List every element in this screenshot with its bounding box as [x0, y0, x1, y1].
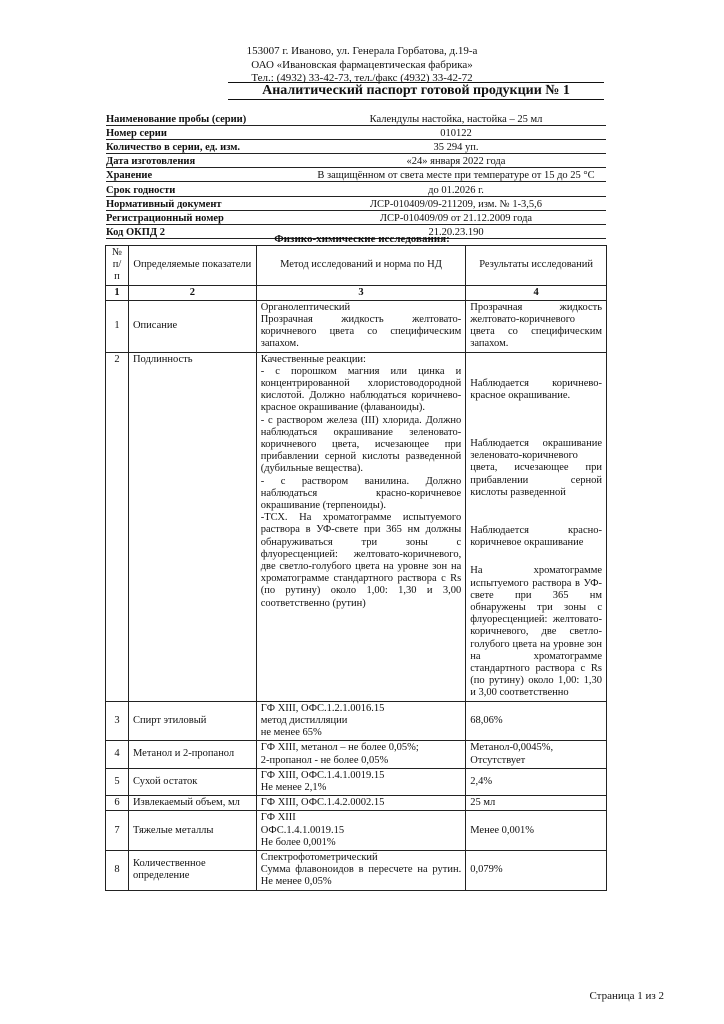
meta-key: Наименование пробы (серии)	[106, 114, 247, 126]
row-method: Спектрофотометрический Сумма флавоноидов в пересчете на рутин. Не менее 0,05%	[256, 850, 466, 890]
row-result: 0,079%	[466, 850, 607, 890]
row-result	[466, 352, 607, 701]
table-header-row	[106, 246, 607, 286]
meta-value: «24» января 2022 года	[406, 156, 506, 168]
meta-key: Нормативный документ	[106, 198, 222, 210]
row-parameter: Описание	[128, 300, 256, 352]
row-parameter: Количественное определение	[128, 850, 256, 890]
company-address: 153007 г. Иваново, ул. Генерала Горбатова, д.19-а	[246, 45, 478, 57]
row-parameter: Извлекаемый объем, мл	[128, 796, 256, 811]
analysis-table	[105, 245, 607, 891]
meta-key: Срок годности	[106, 184, 176, 196]
row-method: Органолептический Прозрачная жидкость желтовато-коричневого цвета со специфическим запахом.	[256, 300, 466, 352]
meta-row	[106, 112, 606, 126]
table-row	[106, 300, 607, 352]
row-number: 2	[106, 352, 129, 701]
meta-row	[106, 126, 606, 140]
meta-row	[106, 168, 606, 182]
header-method: Метод исследований и норма по НД	[256, 246, 466, 286]
row-method: Качественные реакции: - с порошком магния или цинка и концентрированной хлористоводородной кислотой. Должно наблюдаться коричнево-красное окрашивание (флаваноиды). - с раствором железа (III) хлорида. Должно наблюдаться окрашивание зеленовато-коричневого цвета, исчезающее при прибавлении серной кислоты разведенной (дубильные вещества). - с раствором ванилина. Должно наблюдаться красно-коричневое окрашивание (терпеноиды). -ТСХ. На хроматограмме испытуемого раствора в УФ-свете при 365 нм должны обнаруживаться три зоны с флуоресценцией: желтовато-коричневого, две светло-голубого цвета на уровне зон на хроматограмме стандартного раствора с Rs (по рутину) около 1,00: 1,30 и 3,00 соответственно (рутин)	[256, 352, 466, 701]
col-number: 3	[256, 285, 466, 300]
meta-row	[106, 154, 606, 168]
row-number: 7	[106, 811, 129, 851]
meta-value: 21.20.23.190	[428, 226, 484, 238]
row-method: ГФ XIII, ОФС.1.4.1.0019.15 Не менее 2,1%	[256, 768, 466, 795]
table-row	[106, 811, 607, 851]
row-method: ГФ XIII, метанол – не более 0,05%; 2-пропанол - не более 0,05%	[256, 741, 466, 768]
row-method: ГФ XIII, ОФС.1.4.2.0002.15	[256, 796, 466, 811]
meta-value: Календулы настойка, настойка – 25 мл	[369, 114, 543, 126]
row-result: 25 мл	[466, 796, 607, 811]
meta-value: 35 294 уп.	[433, 142, 479, 154]
result-part: Наблюдается красно-коричневое окрашивание	[470, 525, 602, 549]
table-row	[106, 352, 607, 701]
row-method: ГФ XIII ОФС.1.4.1.0019.15 Не более 0,001%	[256, 811, 466, 851]
row-number: 5	[106, 768, 129, 795]
meta-key: Номер серии	[106, 128, 167, 140]
table-row	[106, 768, 607, 795]
row-number: 6	[106, 796, 129, 811]
table-row	[106, 701, 607, 741]
meta-row	[106, 140, 606, 154]
meta-row	[106, 197, 606, 211]
row-parameter: Сухой остаток	[128, 768, 256, 795]
row-result: Менее 0,001%	[466, 811, 607, 851]
row-parameter: Спирт этиловый	[128, 701, 256, 741]
meta-block	[106, 112, 606, 239]
row-method: ГФ XIII, ОФС.1.2.1.0016.15 метод дистилляции не менее 65%	[256, 701, 466, 741]
document-title: Аналитический паспорт готовой продукции № 1	[228, 82, 604, 100]
column-number-row	[106, 285, 607, 300]
meta-value: ЛСР-010409/09 от 21.12.2009 года	[379, 212, 533, 224]
header-result: Результаты исследований	[466, 246, 607, 286]
meta-key: Регистрационный номер	[106, 212, 224, 224]
page-number: Страница 1 из 2	[589, 990, 664, 1002]
row-parameter: Подлинность	[128, 352, 256, 701]
meta-key: Дата изготовления	[106, 156, 196, 168]
col-number: 1	[106, 285, 129, 300]
company-phone: Тел.: (4932) 33-42-73, тел./факс (4932) 33-42-72	[251, 72, 473, 84]
row-number: 8	[106, 850, 129, 890]
table-row	[106, 850, 607, 890]
col-number: 2	[128, 285, 256, 300]
row-number: 4	[106, 741, 129, 768]
meta-row	[106, 211, 606, 225]
meta-key: Код ОКПД 2	[106, 226, 166, 238]
meta-key: Количество в серии, ед. изм.	[106, 142, 241, 154]
row-result: Метанол-0,0045%, Отсутствует	[466, 741, 607, 768]
result-part: Наблюдается коричнево-красное окрашивание.	[470, 377, 602, 401]
row-number: 1	[106, 300, 129, 352]
meta-value: до 01.2026 г.	[428, 184, 484, 196]
meta-row	[106, 182, 606, 196]
row-number: 3	[106, 701, 129, 741]
result-part: На хроматограмме испытуемого раствора в УФ-свете при 365 нм обнаружены три зоны с флуоресценцией: желтовато-коричневого, две светло-голубого цвета на уровне зон на хроматограмме стандартного раствора с Rs (по рутину) около 1,00: 1,30 и 3,00 соответственно	[470, 565, 602, 699]
row-parameter: Тяжелые металлы	[128, 811, 256, 851]
meta-value: 010122	[440, 128, 472, 140]
row-parameter: Метанол и 2-пропанол	[128, 741, 256, 768]
meta-value: ЛСР-010409/09-211209, изм. № 1-3,5,6	[369, 198, 543, 210]
meta-key: Хранение	[106, 170, 153, 182]
result-part: Наблюдается окрашивание зеленовато-коричневого цвета, исчезающее при прибавлении серной кислоты разведенной	[470, 438, 602, 498]
row-result: 2,4%	[466, 768, 607, 795]
meta-value: В защищённом от света месте при температуре от 15 до 25 °С	[317, 170, 595, 182]
company-name: ОАО «Ивановская фармацевтическая фабрика»	[251, 59, 473, 71]
col-number: 4	[466, 285, 607, 300]
table-caption: Физико-химические исследования:	[274, 233, 450, 245]
header-parameter: Определяемые показатели	[128, 246, 256, 286]
header-number: № п/п	[106, 246, 129, 286]
row-result: 68,06%	[466, 701, 607, 741]
row-result: Прозрачная жидкость желтовато-коричневого цвета со специфическим запахом.	[466, 300, 607, 352]
table-row	[106, 741, 607, 768]
table-row	[106, 796, 607, 811]
